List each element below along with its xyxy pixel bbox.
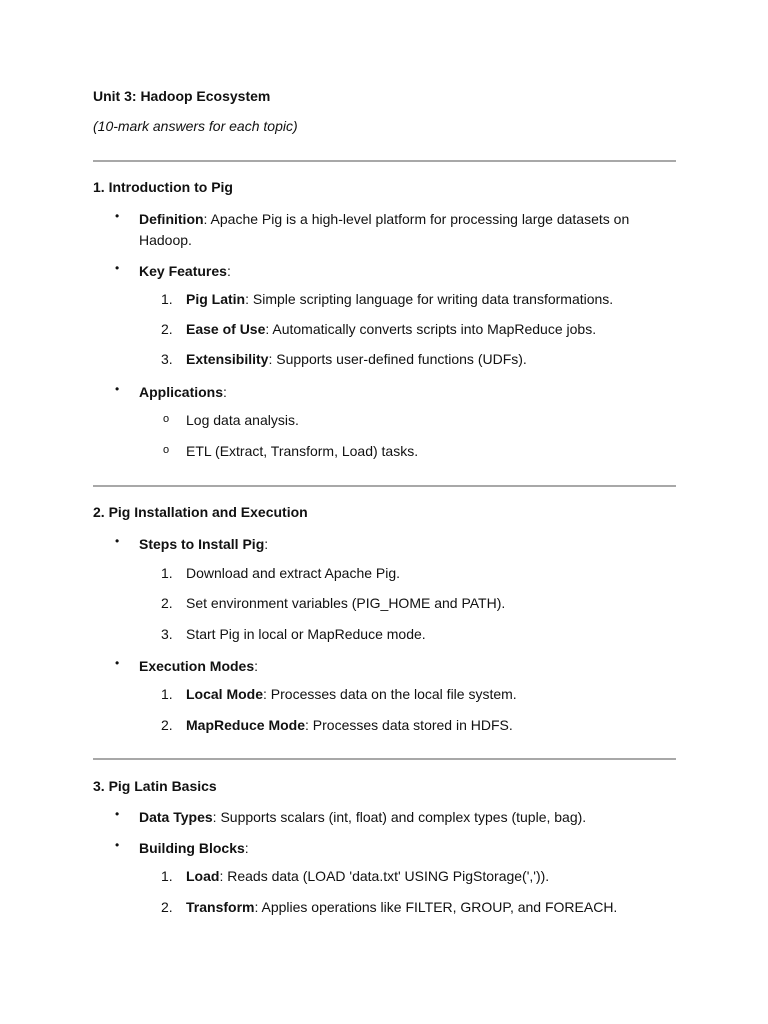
term-text: : Simple scripting language for writing data transformations. xyxy=(245,291,614,307)
term-label: Steps to Install Pig xyxy=(139,536,265,552)
bullet-mark: • xyxy=(115,382,120,396)
circle-mark: o xyxy=(163,444,170,456)
term-text: : Supports scalars (int, float) and complex types (tuple, bag). xyxy=(212,809,587,825)
bullet-key-features xyxy=(115,261,655,282)
bullet-install-steps xyxy=(115,534,655,555)
list-number: 1. xyxy=(161,868,173,884)
section-divider xyxy=(93,485,676,487)
list-item-text: Start Pig in local or MapReduce mode. xyxy=(186,626,426,642)
list-number: 1. xyxy=(161,565,173,581)
list-item xyxy=(161,717,661,733)
section-title-intro-pig: 1. Introduction to Pig xyxy=(93,179,233,195)
bullet-mark: • xyxy=(115,838,120,852)
list-item xyxy=(161,565,661,581)
list-item xyxy=(161,321,661,337)
term-label: Pig Latin xyxy=(186,291,246,307)
bullet-mark: • xyxy=(115,807,120,821)
term-text: : xyxy=(244,840,249,856)
term-text: : xyxy=(223,384,227,400)
section-divider xyxy=(93,160,676,162)
list-item-text: Set environment variables (PIG_HOME and PATH). xyxy=(186,595,506,611)
bullet-data-types xyxy=(115,807,655,828)
term-label: Building Blocks xyxy=(139,840,245,856)
term-label: Extensibility xyxy=(186,351,269,367)
term-text: : Reads data (LOAD 'data.txt' USING PigStorage(',')). xyxy=(219,868,550,884)
list-item xyxy=(161,626,661,642)
list-number: 3. xyxy=(161,626,173,642)
term-label: Local Mode xyxy=(186,686,264,702)
term-label: Load xyxy=(186,868,220,884)
list-item xyxy=(161,291,661,307)
bullet-mark: • xyxy=(115,534,120,548)
list-number: 2. xyxy=(161,899,173,915)
term-text: : Applies operations like FILTER, GROUP, and FOREACH. xyxy=(254,899,618,915)
term-label: Key Features xyxy=(139,263,227,279)
term-text: : Processes data stored in HDFS. xyxy=(305,717,513,733)
section-divider xyxy=(93,758,676,760)
list-item xyxy=(163,412,663,428)
term-label: Transform xyxy=(186,899,255,915)
list-item xyxy=(161,686,661,702)
circle-mark: o xyxy=(163,413,170,425)
term-text: : xyxy=(226,263,231,279)
term-text: : xyxy=(254,658,259,674)
list-item xyxy=(161,351,661,367)
list-number: 2. xyxy=(161,321,173,337)
term-label: Data Types xyxy=(139,809,213,825)
term-text: : Apache Pig is a high-level platform for processing large datasets on Hadoop. xyxy=(139,211,630,248)
list-item xyxy=(161,868,661,884)
list-item-text: ETL (Extract, Transform, Load) tasks. xyxy=(186,443,419,459)
list-item xyxy=(161,899,661,915)
document-subtitle: (10-mark answers for each topic) xyxy=(93,118,298,134)
term-text: : Processes data on the local file system. xyxy=(263,686,517,702)
term-label: Execution Modes xyxy=(139,658,255,674)
bullet-mark: • xyxy=(115,209,120,223)
list-item-text: Download and extract Apache Pig. xyxy=(186,565,401,581)
document-title: Unit 3: Hadoop Ecosystem xyxy=(93,88,271,104)
term-label: Ease of Use xyxy=(186,321,266,337)
term-label: Definition xyxy=(139,211,204,227)
bullet-building-blocks xyxy=(115,838,655,859)
list-number: 2. xyxy=(161,717,173,733)
bullet-mark: • xyxy=(115,261,120,275)
bullet-definition xyxy=(115,209,655,251)
list-number: 1. xyxy=(161,291,173,307)
term-text: : Supports user-defined functions (UDFs). xyxy=(268,351,527,367)
term-label: Applications xyxy=(139,384,224,400)
list-number: 1. xyxy=(161,686,173,702)
list-number: 3. xyxy=(161,351,173,367)
list-item xyxy=(161,595,661,611)
list-number: 2. xyxy=(161,595,173,611)
list-item xyxy=(163,443,663,459)
bullet-mark: • xyxy=(115,656,120,670)
section-title-pig-latin: 3. Pig Latin Basics xyxy=(93,778,217,794)
bullet-execution-modes xyxy=(115,656,655,677)
list-item-text: Log data analysis. xyxy=(186,412,299,428)
term-text: : Automatically converts scripts into MapReduce jobs. xyxy=(265,321,597,337)
term-text: : xyxy=(264,536,269,552)
term-label: MapReduce Mode xyxy=(186,717,306,733)
section-title-installation: 2. Pig Installation and Execution xyxy=(93,504,308,520)
bullet-applications xyxy=(115,382,655,403)
